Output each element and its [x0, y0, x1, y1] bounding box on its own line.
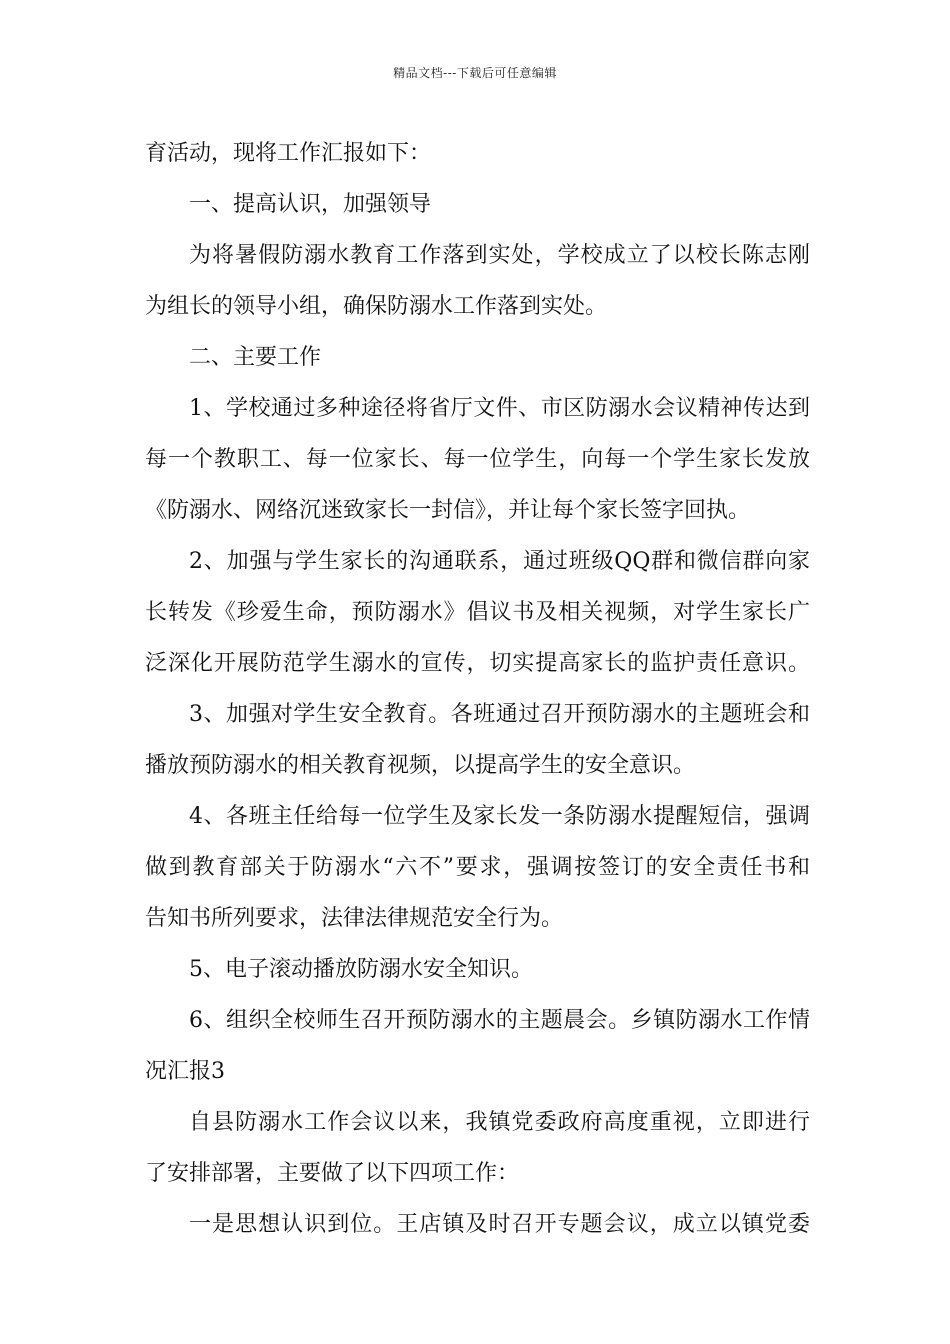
text-line: 长转发《珍爱生命，预防溺水》倡议书及相关视频，对学生家长广: [145, 600, 810, 625]
text-line: 2、加强与学生家长的沟通联系，通过班级QQ群和微信群向家: [189, 549, 810, 574]
text-line: 泛深化开展防范学生溺水的宣传，切实提高家长的监护责任意识。: [145, 651, 810, 676]
text-line: 况汇报3: [145, 1059, 225, 1084]
section-heading: 二、主要工作: [189, 345, 322, 370]
text-line: 1、学校通过多种途径将省厅文件、市区防溺水会议精神传达到: [189, 396, 810, 421]
text-line: 育活动，现将工作汇报如下：: [145, 141, 432, 166]
text-line: 4、各班主任给每一位学生及家长发一条防溺水提醒短信，强调: [189, 804, 810, 829]
text-line: 为组长的领导小组，确保防溺水工作落到实处。: [145, 294, 608, 319]
document-body: [145, 128, 810, 1250]
text-line: 了安排部署，主要做了以下四项工作：: [145, 1161, 520, 1186]
section-heading: 一、提高认识，加强领导: [189, 192, 432, 217]
text-line: 每一个教职工、每一位家长、每一位学生，向每一个学生家长发放: [145, 447, 810, 472]
text-line: 一是思想认识到位。王店镇及时召开专题会议，成立以镇党委: [189, 1212, 810, 1237]
page-header: 精品文档---下载后可任意编辑: [393, 66, 557, 80]
text-line: 为将暑假防溺水教育工作落到实处，学校成立了以校长陈志刚: [189, 243, 810, 268]
text-line: 播放预防溺水的相关教育视频，以提高学生的安全意识。: [145, 753, 696, 778]
text-line: 6、组织全校师生召开预防溺水的主题晨会。乡镇防溺水工作情: [189, 1008, 810, 1033]
text-line: 自县防溺水工作会议以来，我镇党委政府高度重视，立即进行: [189, 1110, 810, 1135]
text-line: 告知书所列要求，法律法律规范安全行为。: [145, 906, 564, 931]
text-line: 《防溺水、网络沉迷致家长一封信》，并让每个家长签字回执。: [145, 498, 751, 523]
text-line: 3、加强对学生安全教育。各班通过召开预防溺水的主题班会和: [189, 702, 810, 727]
text-line: 做到教育部关于防溺水“六不”要求，强调按签订的安全责任书和: [145, 855, 810, 880]
text-line: 5、电子滚动播放防溺水安全知识。: [189, 957, 533, 982]
